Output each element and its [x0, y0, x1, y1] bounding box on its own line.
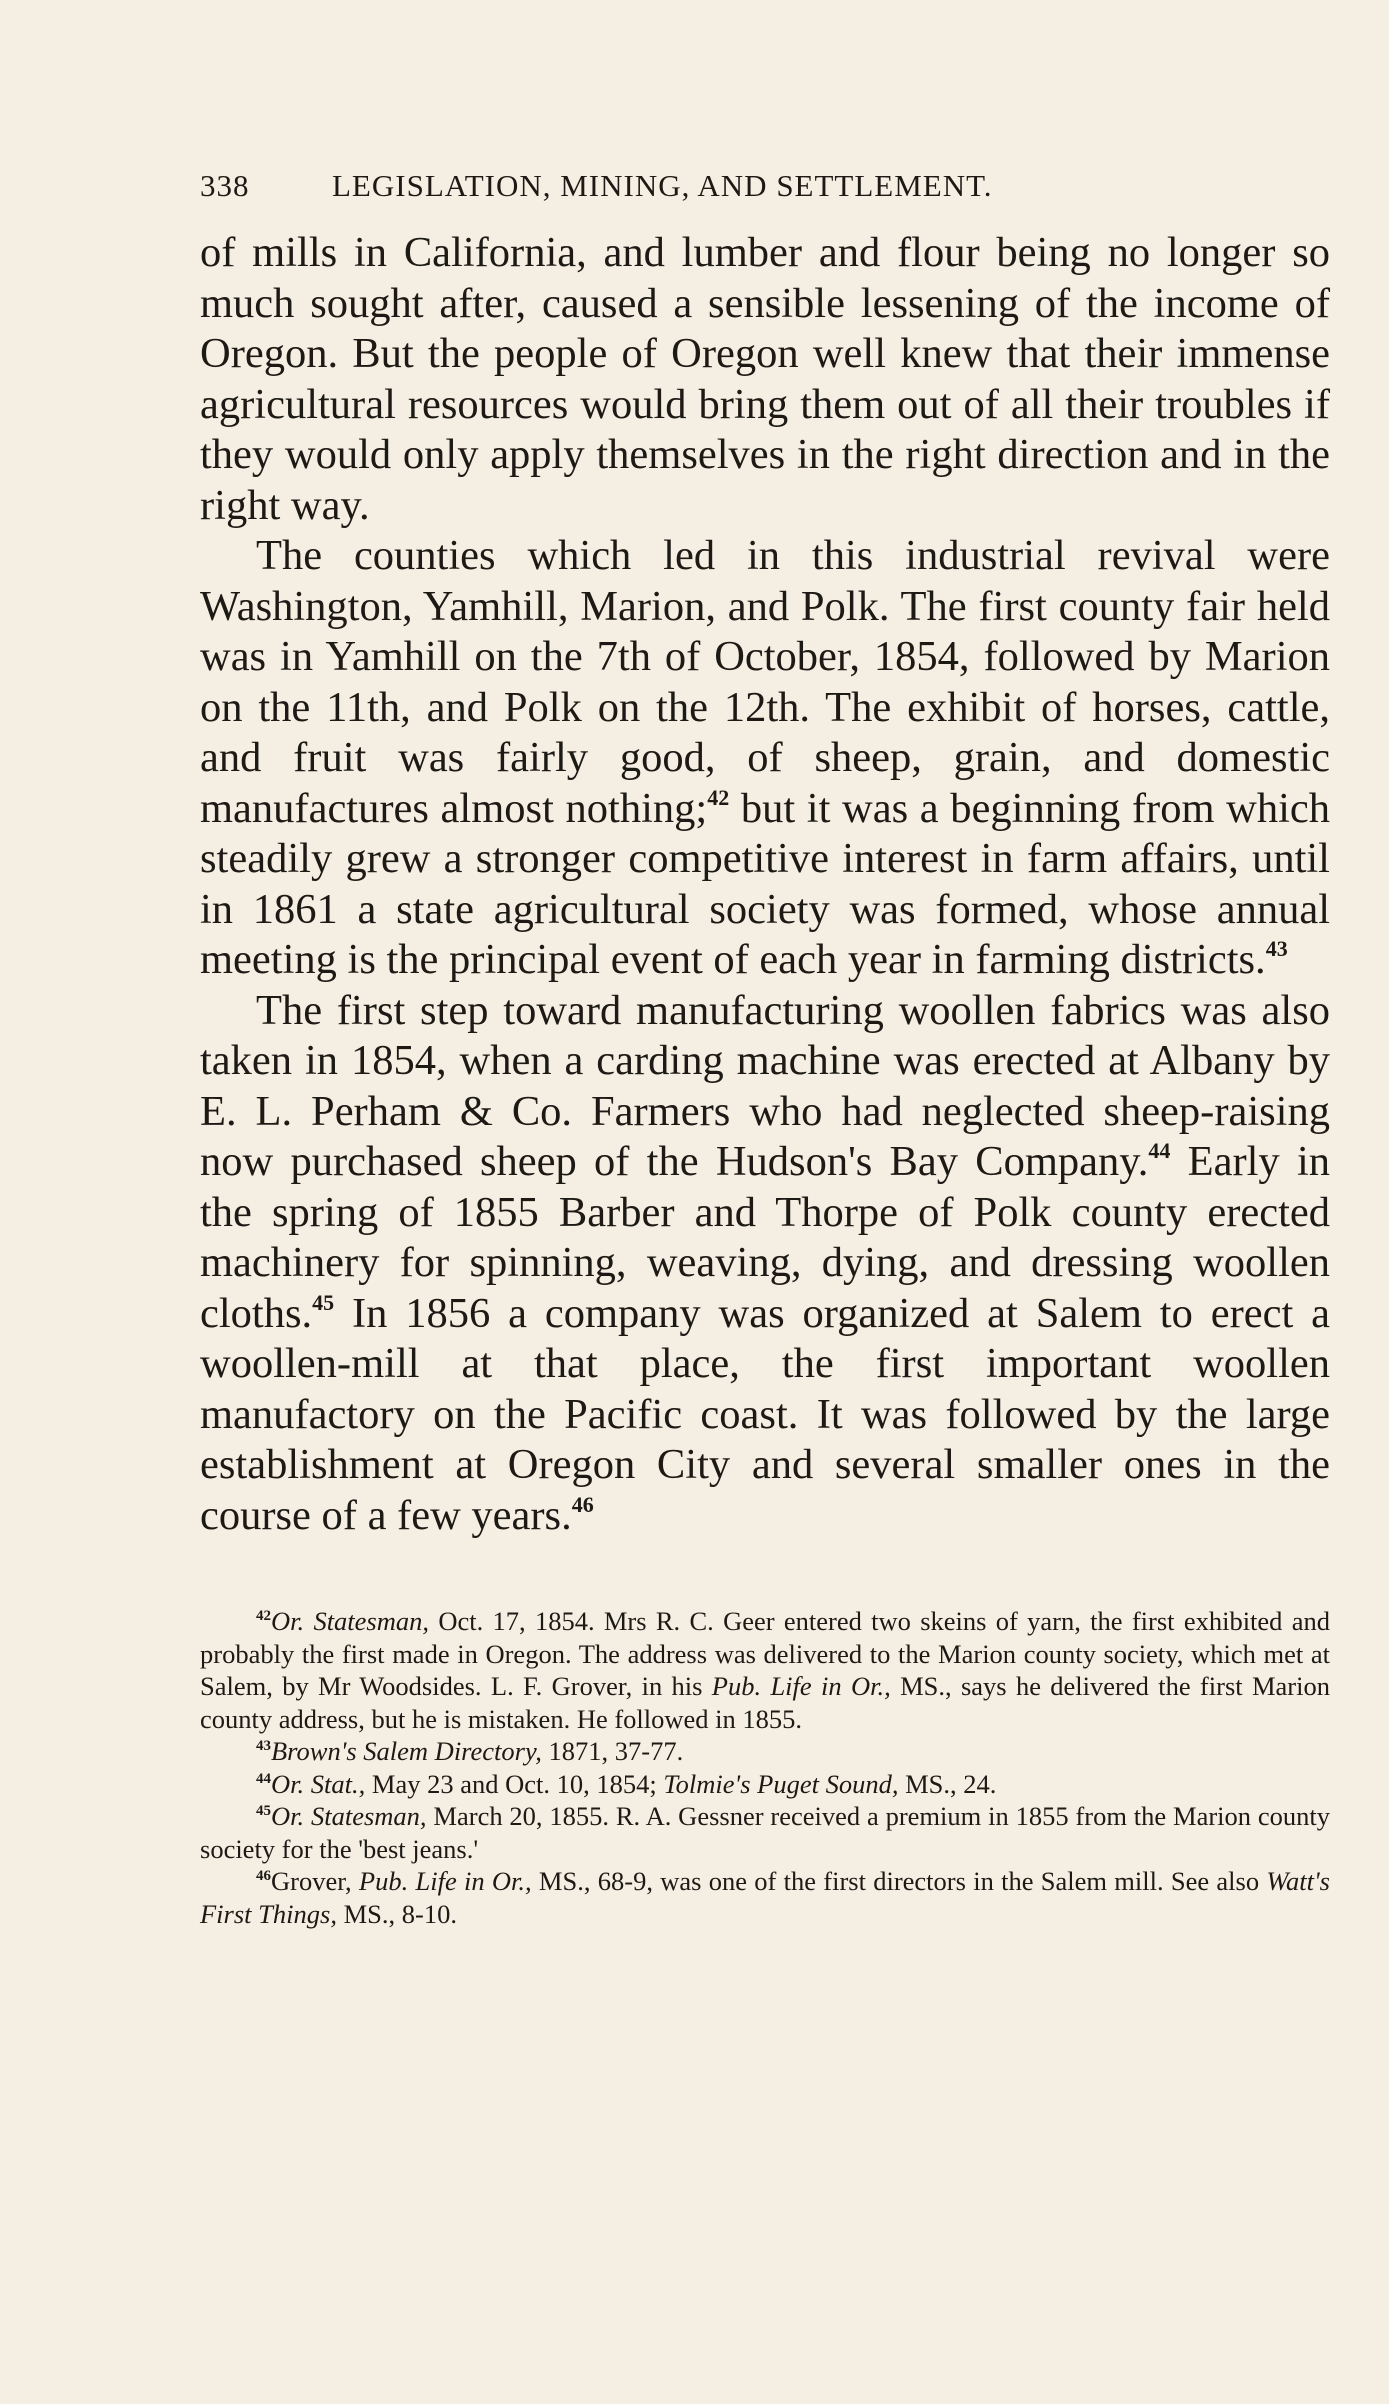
italic-title: Watt's First Things, — [200, 1866, 1330, 1929]
body-text — [200, 228, 1330, 1541]
italic-title: Brown's Salem Directory, — [271, 1736, 542, 1766]
footnote-ref: 43 — [1265, 936, 1288, 961]
running-title: LEGISLATION, MINING, AND SETTLEMENT. — [332, 168, 993, 203]
footnote-ref: 45 — [256, 1803, 271, 1819]
text-run: Grover, — [271, 1866, 359, 1896]
footnote — [200, 1768, 1330, 1801]
footnote — [200, 1800, 1330, 1865]
footnote-ref: 46 — [256, 1868, 271, 1884]
text-run: In 1856 a company was organized at Salem to erect a woollen-mill at that place, the first important woollen manufactory on the Pacific coast. It was followed by the large establishment at Oregon City and several smaller ones in the course of a few years. — [200, 1289, 1330, 1539]
footnote-ref: 43 — [256, 1738, 271, 1754]
italic-title: Or. Statesman, — [271, 1801, 427, 1831]
footnote — [200, 1735, 1330, 1768]
footnote-ref: 44 — [256, 1770, 271, 1787]
text-run: MS., 68-9, was one of the first directors in the Salem mill. See also — [531, 1866, 1267, 1896]
paragraph — [200, 228, 1330, 531]
footnote-ref: 46 — [571, 1491, 594, 1517]
text-run: Early in the spring of 1855 Barber and Thorpe of Polk county erected machinery for spinning, weaving, dying, and dressing woollen cloths. — [200, 1138, 1330, 1337]
text-run: 1871, 37-77. — [541, 1736, 684, 1766]
running-header — [200, 168, 1330, 228]
footnote-ref: 45 — [312, 1289, 335, 1315]
italic-title: Or. Statesman, — [271, 1606, 430, 1636]
text-run: The first step toward manufacturing woollen fabrics was also taken in 1854, when a carding machine was erected at Albany by E. L. Perham & Co. Farmers who had neglected sheep-raising now purchased sheep of the Hudson's Bay Company. — [200, 986, 1330, 1185]
text-run: The counties which led in this industrial revival were Washington, Yamhill, Marion, and Polk. The first county fair held was in Yamhill on the 7th of October, 1854, followed by Marion on the 11th, and Polk on the 12th. The exhibit of horses, cattle, and fruit was fairly good, of sheep, grain, and domestic manufactures almost nothing; — [200, 532, 1330, 832]
text-run: May 23 and Oct. 10, 1854; — [365, 1768, 664, 1799]
text-run: but it was a beginning from which steadily grew a stronger competitive interest in farm affairs, until in 1861 a state agricultural society was formed, whose annual meeting is the principal event of each year in farming districts. — [200, 784, 1331, 983]
text-run: March 20, 1855. R. A. Gessner received a premium in 1855 from the Marion county society for the 'best jeans.' — [200, 1801, 1331, 1864]
text-run: MS., 24. — [898, 1768, 997, 1799]
footnotes — [200, 1605, 1330, 1930]
footnote — [200, 1605, 1330, 1735]
footnote — [200, 1865, 1330, 1930]
text-run: of mills in California, and lumber and flour being no longer so much sought after, caused a sensible lessening of the income of Oregon. But the people of Oregon well knew that their immense agricultural resources would bring them out of all their troubles if they would only apply themselves in the right direction and in the right way. — [200, 229, 1330, 529]
italic-title: Pub. Life in Or., — [358, 1866, 532, 1896]
italic-title: Tolmie's Puget Sound, — [663, 1768, 899, 1799]
paragraph — [200, 986, 1330, 1542]
paragraph — [200, 531, 1330, 986]
footnote-ref: 42 — [707, 784, 730, 810]
page-number: 338 — [200, 168, 250, 203]
text-run: MS., says he delivered the first Marion county address, but he is mistaken. He followed in 1855. — [200, 1671, 1330, 1734]
footnote-ref: 42 — [256, 1608, 271, 1624]
italic-title: Or. Stat., — [271, 1768, 366, 1799]
italic-title: Pub. Life in Or., — [711, 1671, 891, 1701]
text-run: Oct. 17, 1854. Mrs R. C. Geer entered two skeins of yarn, the first exhibited and probably the first made in Oregon. The address was delivered to the Marion county society, which met at Salem, by Mr Woodsides. L. F. Grover, in his — [200, 1606, 1331, 1701]
footnote-ref: 44 — [1148, 1138, 1171, 1163]
text-run: MS., 8-10. — [336, 1898, 457, 1929]
book-page — [200, 168, 1330, 1930]
